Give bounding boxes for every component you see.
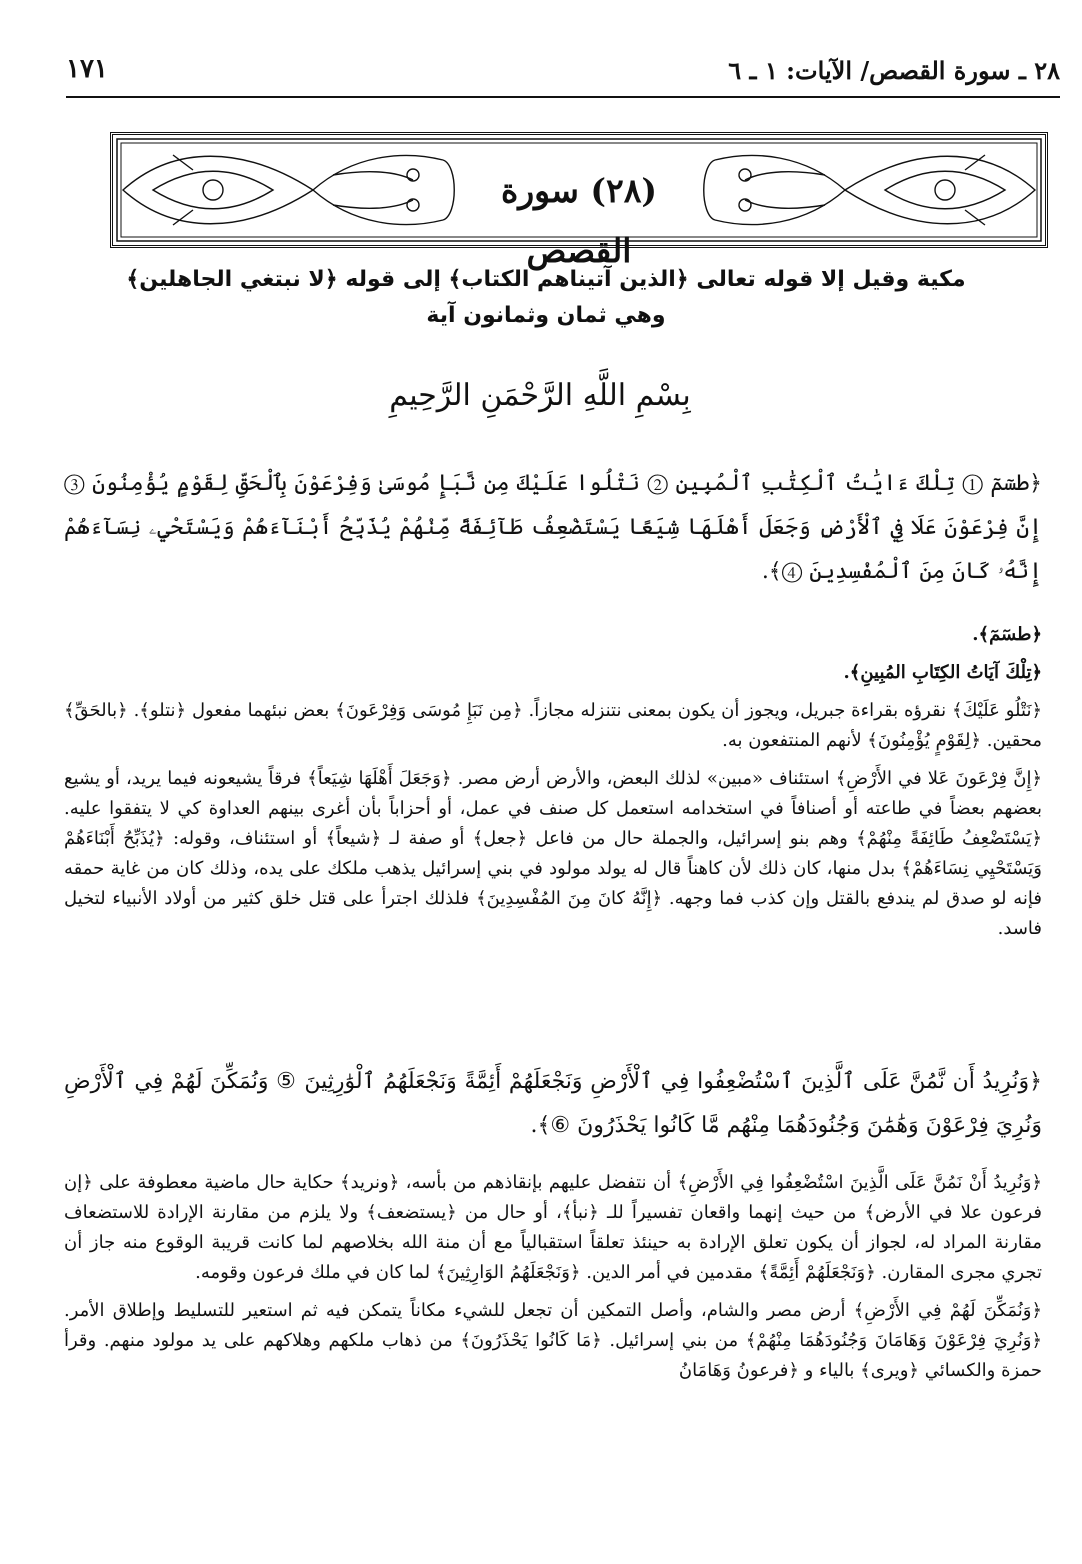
surah-title: (٢٨) سورة القصص (459, 161, 699, 221)
tafsir-section-1 (64, 620, 1042, 952)
tafsir-paragraph: ﴿وَنُمَكِّنَ لَهُمْ فِي الأَرْضِ﴾ أرض مصر والشام، وأصل التمكين أن تجعل للشيء مكاناً يتمكن فيه ثم استعير للتسليط وإطلاق الأمر. ﴿وَنُرِيَ فِرْعَوْنَ وَهَامَانَ وَجُنُودَهُمَا مِنْهُمْ﴾ من بني إسرائيل. ﴿مَا كَانُوا يَحْذَرُونَ﴾ من ذهاب ملكهم وهلاكهم على يد مولود منهم. وقرأ حمزة والكسائي ﴿ويرى﴾ بالياء و ﴿فرعونُ وَهَامَانُ (64, 1300, 1042, 1381)
page-number: ١٧١ (66, 54, 108, 84)
intro-line-2: وهي ثمان وثمانون آية (426, 303, 666, 328)
page-header (66, 44, 1060, 98)
quran-verses-1-4: ﴿طسٓمٓ ① تِلْكَ ءَايَٰتُ ٱلْكِتَٰبِ ٱلْمُبِينِ ② نَتْلُوا عَلَيْكَ مِن نَّبَإِ مُوسَىٰ وَفِرْعَوْنَ بِٱلْحَقِّ لِقَوْمٍ يُؤْمِنُونَ ③ إِنَّ فِرْعَوْنَ عَلَا فِي ٱلْأَرْضِ وَجَعَلَ أَهْلَهَا شِيَعًا يَسْتَضْعِفُ طَآئِفَةً مِّنْهُمْ يُذَبِّحُ أَبْنَآءَهُمْ وَيَسْتَحْيِۦ نِسَآءَهُمْ إِنَّهُۥ كَانَ مِنَ ٱلْمُفْسِدِينَ ④﴾. (64, 471, 1042, 584)
basmala: بِسْمِ اللَّهِ الرَّحْمَنِ الرَّحِيمِ (389, 378, 691, 413)
quran-verses-5-6: ﴿وَنُرِيدُ أَن نَّمُنَّ عَلَى ٱلَّذِينَ ٱسْتُضْعِفُوا فِي ٱلْأَرْضِ وَنَجْعَلَهُمْ أَئِمَّةً وَنَجْعَلَهُمُ ٱلْوَٰرِثِينَ ⑤ وَنُمَكِّنَ لَهُمْ فِي ٱلْأَرْضِ وَنُرِيَ فِرْعَوْنَ وَهَٰمَٰنَ وَجُنُودَهُمَا مِنْهُم مَّا كَانُوا يَحْذَرُونَ ⑥﴾. (64, 1069, 1042, 1138)
surah-intro (70, 262, 1022, 334)
tafsir-paragraph: ﴿وَنُرِيدُ أَنْ نَمُنَّ عَلَى الَّذِينَ اسْتُضْعِفُوا فِي الأَرْضِ﴾ أن نتفضل عليهم بإنقاذهم من بأسه، ﴿ونريد﴾ حكاية حال ماضية معطوفة على ﴿إن فرعون علا في الأرض﴾ من حيث إنهما واقعان تفسيراً للـ ﴿نبأ﴾، أو حال من ﴿يستضعف﴾ ولا يلزم من مقارنة الإرادة للاستضعاف مقارنة المراد له، لجواز أن يكون تعلق الإرادة به حينئذ تعلقاً استقبالياً مع أن منة الله بخلاصهم لما كانت قريبة الوقوع منه جاز أن تجري مجرى المقارن. ﴿وَنَجْعَلَهُمْ أَئِمَّةً﴾ مقدمين في أمر الدين. ﴿وَنَجْعَلَهُمُ الوَارِثِينَ﴾ لما كان في ملك فرعون وقومه. (64, 1172, 1042, 1283)
tafsir-section-2 (64, 1168, 1042, 1394)
tafsir-paragraph: ﴿إِنَّ فِرْعَونَ عَلا في الأَرْضِ﴾ استئناف «مبين» لذلك البعض، والأرض أرض مصر. ﴿وَجَعَلَ أَهْلَهَا شِيَعاً﴾ فرقاً يشيعونه فيما يريد، أو يشيع بعضهم بعضاً في طاعته أو أصنافاً في استخدامه استعمل كل صنف في عمل، أو أحزاباً بأن أغرى بينهم العداوة كي لا يتفقوا عليه. ﴿يَسْتَضْعِفُ طَائِفَةً مِنْهُمْ﴾ وهم بنو إسرائيل، والجملة حال من فاعل ﴿جعل﴾ أو صفة لـ ﴿شيعاً﴾ أو استئناف، وقوله: ﴿يُذَبِّحُ أَبْنَاءَهُمْ وَيَسْتَحْيِي نِسَاءَهُمْ﴾ بدل منها، كان ذلك لأن كاهناً قال له يولد مولود في بني إسرائيل يذهب ملكك على يده، وذلك كان من غاية حمقه فإنه لو صدق لم يندفع بالقتل وإن كذب فما وجهه. ﴿إِنَّهُ كانَ مِنَ المُفْسِدِينَ﴾ فلذلك اجترأ على قتل خلق كثير من أولاد الأنبياء لتخيل فاسد. (64, 768, 1042, 939)
tafsir-paragraph: ﴿تِلْكَ آيَاتُ الكِتَابِ المُبِينِ﴾. (843, 662, 1042, 683)
tafsir-paragraph: ﴿طسٓمٓ﴾. (972, 624, 1042, 645)
tafsir-paragraph: ﴿نَتْلُو عَلَيْكَ﴾ نقرؤه بقراءة جبريل، ويجوز أن يكون بمعنى نتنزله مجازاً. ﴿مِن نَبَإِ مُوسَى وَفِرْعَونَ﴾ بعض نبئهما مفعول ﴿نتلو﴾. ﴿بالحَقِّ﴾ محقين. ﴿لِقَوْمٍ يُؤْمِنُونَ﴾ لأنهم المنتفعون به. (64, 700, 1042, 751)
intro-line-1: مكية وقيل إلا قوله تعالى ﴿الذين آتيناهم الكتاب﴾ إلى قوله ﴿لا نبتغي الجاهلين﴾ (126, 267, 966, 292)
running-title: ٢٨ ـ سورة القصص/ الآيات: ١ ـ ٦ (728, 56, 1060, 85)
surah-title-banner (110, 132, 1048, 270)
